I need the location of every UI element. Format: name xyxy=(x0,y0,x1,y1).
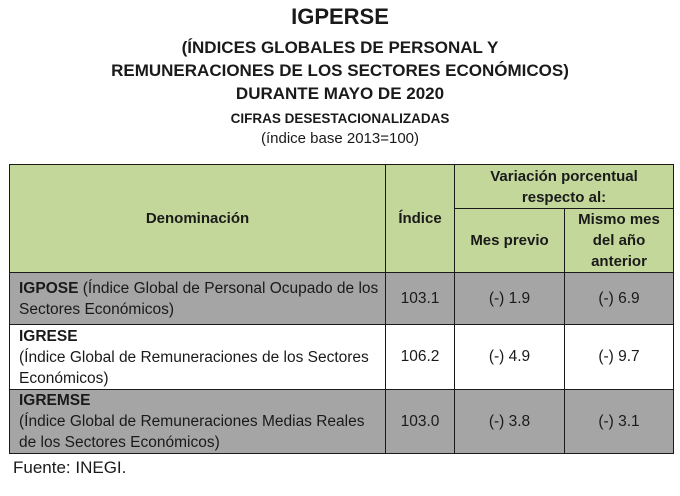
document-title: IGPERSE xyxy=(291,4,389,29)
row-code: IGPOSE xyxy=(19,279,79,297)
row-mes-previo: (-) 3.8 xyxy=(455,390,565,454)
subtitle-line-1: (ÍNDICES GLOBALES DE PERSONAL Y xyxy=(181,38,499,57)
subtitle-line-3: DURANTE MAYO DE 2020 xyxy=(235,84,445,103)
source-footer: Fuente: INEGI. xyxy=(13,458,127,477)
row-description: (Índice Global de Remuneraciones de los Sectores Económicos) xyxy=(19,348,369,387)
index-table xyxy=(9,164,674,454)
row-indice: 106.2 xyxy=(386,325,455,390)
row-mes-previo: (-) 1.9 xyxy=(455,273,565,325)
subtitle-line-2: REMUNERACIONES DE LOS SECTORES ECONÓMICOS) xyxy=(111,61,569,80)
row-indice: 103.1 xyxy=(386,273,455,325)
row-mismo-mes: (-) 3.1 xyxy=(565,390,674,454)
table-row xyxy=(10,390,674,454)
row-name xyxy=(10,325,386,390)
header-variacion: Variación porcentual respecto al: xyxy=(455,165,674,209)
row-description: (Índice Global de Remuneraciones Medias Reales de los Sectores Económicos) xyxy=(19,413,365,451)
header-indice: Índice xyxy=(386,165,455,273)
header-mismo-mes: Mismo mes del año anterior xyxy=(565,209,674,273)
row-name xyxy=(10,390,386,454)
row-mismo-mes: (-) 6.9 xyxy=(565,273,674,325)
table-row xyxy=(10,325,674,390)
table-row xyxy=(10,273,674,325)
row-description: (Índice Global de Personal Ocupado de los Sectores Económicos) xyxy=(19,279,379,318)
header-mes-previo: Mes previo xyxy=(455,209,565,273)
row-code: IGREMSE xyxy=(19,392,91,409)
header-denominacion: Denominación xyxy=(10,165,386,273)
row-mes-previo: (-) 4.9 xyxy=(455,325,565,390)
base-note: (índice base 2013=100) xyxy=(260,130,420,147)
row-mismo-mes: (-) 9.7 xyxy=(565,325,674,390)
row-name xyxy=(10,273,386,325)
row-indice: 103.0 xyxy=(386,390,455,454)
row-code: IGRESE xyxy=(19,327,78,345)
seasonal-note: CIFRAS DESESTACIONALIZADAS xyxy=(230,111,450,126)
